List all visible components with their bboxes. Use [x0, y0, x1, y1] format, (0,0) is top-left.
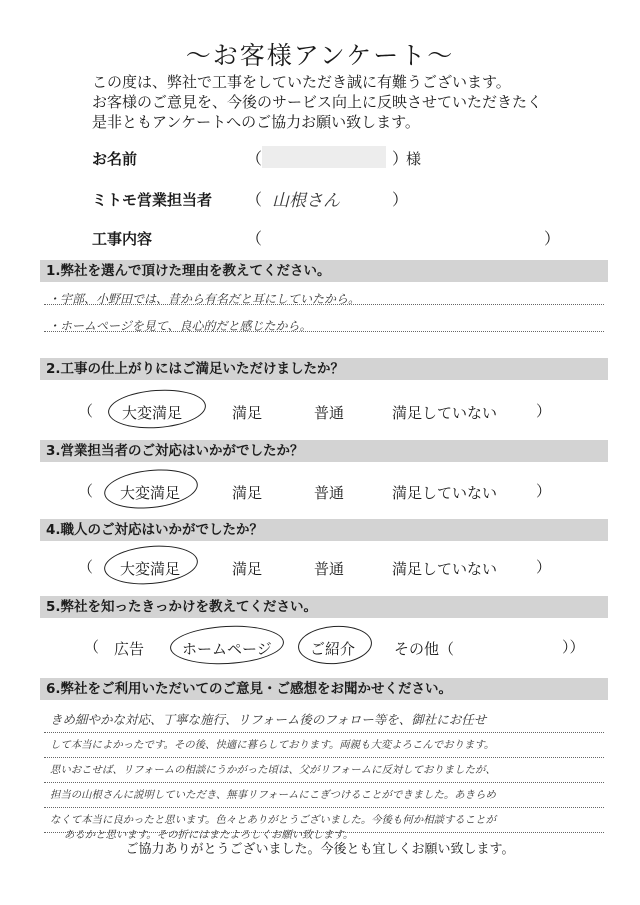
open-paren: （ — [84, 638, 100, 656]
answer-line — [44, 757, 604, 758]
selection-circle — [297, 623, 373, 666]
option-neutral: 普通 — [314, 484, 345, 502]
selection-circle — [102, 465, 199, 513]
option-neutral: 普通 — [314, 404, 345, 422]
option-other: その他（ — [394, 640, 455, 658]
comment-line: きめ細やかな対応、丁寧な施行、リフォーム後のフォロー等を、御社にお任せ — [50, 712, 487, 727]
comment-line: あるかと思います。その折にはまたよろしくお願い致します。 — [64, 829, 354, 841]
comment-line: して本当によかったです。その後、快適に暮らしております。両親も大変よろこんでおります。 — [50, 739, 495, 751]
intro-line: 是非ともアンケートへのご協力お願い致します。 — [92, 113, 420, 131]
q1-answer: ・宇部、小野田では、昔から有名だと耳にしていたから。 — [48, 292, 361, 306]
comment-line: なくて本当に良かったと思います。色々とありがとうございました。今後も何か相談することが — [50, 814, 496, 826]
answer-line — [44, 782, 604, 783]
option-referral: ご紹介 — [310, 640, 356, 658]
q1-answer: ・ホームページを見て、良心的だと感じたから。 — [48, 319, 312, 333]
question-5: 5.弊社を知ったきっかけを教えてください。 — [40, 596, 608, 618]
intro-line: この度は、弊社で工事をしていただき誠に有難うございます。 — [92, 73, 511, 91]
question-3: 3.営業担当者のご対応はいかがでしたか？ — [40, 440, 608, 462]
option-very-satisfied: 大変満足 — [122, 404, 183, 422]
work-close-paren: ） — [544, 229, 561, 248]
staff-close-paren: ） — [392, 190, 409, 209]
option-homepage: ホームページ — [182, 640, 272, 658]
page-title: ～お客様アンケート～ — [185, 41, 455, 70]
staff-value: 山根さん — [272, 191, 340, 211]
question-2: 2.工事の仕上がりにはご満足いただけましたか？ — [40, 358, 608, 380]
option-very-satisfied: 大変満足 — [120, 484, 181, 502]
open-paren: （ — [78, 482, 94, 500]
close-paren: ） — [536, 482, 552, 500]
option-satisfied: 満足 — [232, 404, 263, 422]
close-paren: ）） — [562, 638, 585, 656]
selection-circle — [107, 387, 207, 432]
close-paren: ） — [536, 558, 552, 576]
open-paren: （ — [78, 402, 94, 420]
option-not-satisfied: 満足していない — [392, 404, 498, 422]
close-paren: ） — [536, 402, 552, 420]
name-open-paren: （ — [246, 149, 263, 168]
work-label: 工事内容 — [92, 230, 153, 248]
footer-thanks: ご協力ありがとうございました。今後とも宜しくお願い致します。 — [125, 842, 515, 857]
answer-line — [44, 732, 604, 733]
option-satisfied: 満足 — [232, 560, 263, 578]
name-close-paren: ） — [392, 149, 409, 168]
work-open-paren: （ — [246, 229, 263, 248]
name-suffix: 様 — [406, 150, 422, 168]
comment-line: 思いおこせば、リフォームの相談にうかがった頃は、父がリフォームに反対しておりましたが、 — [50, 764, 496, 776]
option-advertisement: 広告 — [114, 640, 145, 658]
option-neutral: 普通 — [314, 560, 345, 578]
question-6: 6.弊社をご利用いただいてのご意見・ご感想をお聞かせください。 — [40, 678, 608, 700]
option-very-satisfied: 大変満足 — [120, 560, 181, 578]
intro-line: お客様のご意見を、今後のサービス向上に反映させていただきたく — [92, 93, 543, 111]
answer-line — [44, 807, 604, 808]
comment-line: 担当の山根さんに説明していただき、無事リフォームにこぎつけることができました。あきらめ — [50, 789, 496, 801]
option-satisfied: 満足 — [232, 484, 263, 502]
selection-circle — [103, 542, 200, 588]
question-1: 1.弊社を選んで頂けた理由を教えてください。 — [40, 260, 608, 282]
staff-open-paren: （ — [246, 190, 263, 209]
selection-circle — [169, 623, 285, 667]
name-field-redacted — [262, 146, 386, 168]
staff-label: ミトモ営業担当者 — [92, 191, 213, 209]
question-4: 4.職人のご対応はいかがでしたか？ — [40, 519, 608, 541]
name-label: お名前 — [92, 150, 138, 168]
option-not-satisfied: 満足していない — [392, 560, 498, 578]
open-paren: （ — [78, 558, 94, 576]
intro-text — [92, 72, 542, 132]
option-not-satisfied: 満足していない — [392, 484, 498, 502]
